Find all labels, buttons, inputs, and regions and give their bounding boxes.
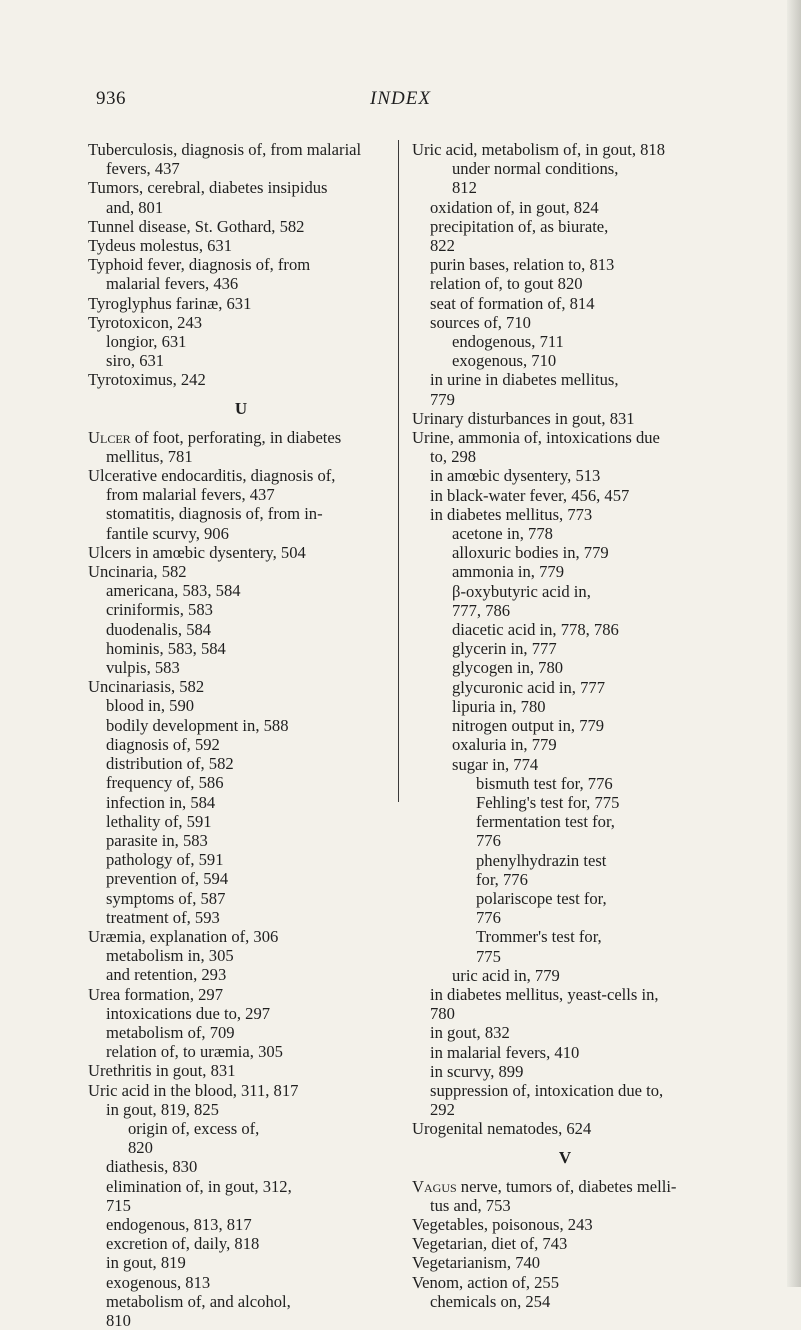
entry-text: seat of formation of, 814	[430, 293, 595, 313]
entry-text: in diabetes mellitus, 773	[430, 504, 593, 524]
index-subentry	[88, 1311, 394, 1330]
index-entry	[88, 927, 394, 946]
entry-text: criniformis, 583	[106, 600, 213, 620]
entry-text: Tydeus molestus, 631	[88, 236, 233, 256]
entry-text: relation of, to uræmia, 305	[106, 1042, 283, 1062]
entry-text: in gout, 832	[430, 1023, 510, 1043]
entry-text: pathology of, 591	[106, 850, 224, 870]
page-edge-shadow	[787, 0, 801, 1287]
entry-text: Typhoid fever, diagnosis of, from	[88, 255, 311, 275]
entry-text: elimination of, in gout, 312,	[106, 1176, 292, 1196]
entry-text: Tumors, cerebral, diabetes insipidus	[88, 178, 328, 198]
entry-text: Tyrotoximus, 242	[88, 370, 206, 390]
entry-text: intoxications due to, 297	[106, 1003, 271, 1023]
entry-text: Uncinaria, 582	[88, 562, 187, 582]
index-subentry	[88, 1253, 394, 1272]
index-subentry	[412, 870, 718, 889]
index-subentry	[88, 965, 394, 984]
entry-text: excretion of, daily, 818	[106, 1234, 260, 1254]
index-subentry	[88, 1273, 394, 1292]
index-subentry	[412, 716, 718, 735]
index-subentry	[88, 1177, 394, 1196]
entry-text: Urogenital nematodes, 624	[412, 1119, 592, 1139]
index-subentry	[412, 505, 718, 524]
index-subentry	[412, 966, 718, 985]
entry-text: hominis, 583, 584	[106, 638, 226, 658]
index-subentry	[412, 1292, 718, 1311]
entry-text: suppression of, intoxication due to,	[430, 1080, 664, 1100]
entry-text: β-oxybutyric acid in,	[452, 581, 591, 601]
index-subentry	[412, 774, 718, 793]
index-subentry	[88, 1119, 394, 1138]
index-subentry	[88, 351, 394, 370]
index-entry	[88, 985, 394, 1004]
entry-text: metabolism in, 305	[106, 946, 234, 966]
entry-text: relation of, to gout 820	[430, 274, 583, 294]
index-subentry	[88, 793, 394, 812]
index-subentry	[88, 754, 394, 773]
entry-text: Vegetarianism, 740	[412, 1253, 541, 1273]
index-subentry	[88, 600, 394, 619]
index-subentry	[412, 831, 718, 850]
index-subentry	[88, 831, 394, 850]
index-subentry	[412, 908, 718, 927]
entry-text: prevention of, 594	[106, 869, 229, 889]
entry-text: Ulcers in amœbic dysentery, 504	[88, 542, 306, 562]
index-entry	[88, 428, 394, 447]
entry-text: Uræmia, explanation of, 306	[88, 926, 279, 946]
index-subentry	[88, 447, 394, 466]
entry-text: 820	[128, 1138, 153, 1158]
entry-text: 777, 786	[452, 600, 511, 620]
index-subentry	[88, 1023, 394, 1042]
index-entry	[412, 1119, 718, 1138]
entry-text: nerve, tumors of, diabetes melli-	[456, 1176, 677, 1196]
index-subentry	[88, 1234, 394, 1253]
index-subentry	[88, 620, 394, 639]
entry-text: Uncinariasis, 582	[88, 677, 205, 697]
index-entry	[88, 236, 394, 255]
entry-text: tus and, 753	[430, 1195, 511, 1215]
entry-text: sugar in, 774	[452, 754, 539, 774]
entry-text: Ulcerative endocarditis, diagnosis of,	[88, 466, 336, 486]
index-subentry	[88, 485, 394, 504]
index-entry	[88, 140, 394, 159]
index-subentry	[412, 927, 718, 946]
entry-text: duodenalis, 584	[106, 619, 212, 639]
index-entry	[88, 217, 394, 236]
entry-text: Urine, ammonia of, intoxications due	[412, 428, 660, 448]
index-subentry	[412, 217, 718, 236]
index-subentry	[412, 601, 718, 620]
index-subentry	[88, 658, 394, 677]
index-subentry	[88, 581, 394, 600]
index-subentry	[412, 198, 718, 217]
entry-text: fermentation test for,	[476, 812, 615, 832]
entry-text: bodily development in, 588	[106, 715, 289, 735]
running-header	[0, 88, 801, 116]
entry-text: Urinary disturbances in gout, 831	[412, 408, 635, 428]
index-subentry	[412, 1100, 718, 1119]
index-subentry	[88, 1042, 394, 1061]
index-subentry	[412, 178, 718, 197]
entry-text: parasite in, 583	[106, 830, 208, 850]
index-entry	[88, 1061, 394, 1080]
entry-text: for, 776	[476, 869, 528, 889]
entry-text: fevers, 437	[106, 159, 180, 179]
running-title: INDEX	[370, 88, 431, 109]
entry-text: mellitus, 781	[106, 446, 193, 466]
index-subentry	[412, 524, 718, 543]
index-subentry	[412, 1004, 718, 1023]
entry-text: glycuronic acid in, 777	[452, 677, 605, 697]
index-entry	[88, 313, 394, 332]
entry-text: Tunnel disease, St. Gothard, 582	[88, 216, 305, 236]
index-entry	[88, 543, 394, 562]
entry-text: bismuth test for, 776	[476, 773, 613, 793]
entry-text: purin bases, relation to, 813	[430, 255, 615, 275]
entry-text: Uric acid in the blood, 311, 817	[88, 1080, 299, 1100]
index-subentry	[412, 1062, 718, 1081]
column-divider	[398, 140, 399, 802]
index-subentry	[412, 697, 718, 716]
entry-text: precipitation of, as biurate,	[430, 216, 609, 236]
index-subentry	[412, 486, 718, 505]
index-subentry	[412, 543, 718, 562]
entry-text: lipuria in, 780	[452, 696, 546, 716]
index-subentry	[88, 716, 394, 735]
entry-text: Tyrotoxicon, 243	[88, 312, 203, 332]
index-subentry	[88, 696, 394, 715]
index-subentry	[412, 755, 718, 774]
entry-text: 776	[476, 908, 501, 928]
entry-text: Uric acid, metabolism of, in gout, 818	[412, 140, 666, 159]
index-subentry	[412, 678, 718, 697]
index-entry	[88, 370, 394, 389]
index-entry	[412, 409, 718, 428]
index-subentry	[88, 1292, 394, 1311]
index-subentry	[88, 524, 394, 543]
index-subentry	[412, 447, 718, 466]
index-entry	[88, 1081, 394, 1100]
entry-text: oxaluria in, 779	[452, 735, 557, 755]
entry-text: acetone in, 778	[452, 524, 553, 544]
entry-text: 780	[430, 1004, 455, 1024]
index-subentry	[412, 1043, 718, 1062]
index-subentry	[412, 332, 718, 351]
entry-text: 822	[430, 236, 455, 256]
entry-text: siro, 631	[106, 351, 165, 371]
entry-text: exogenous, 813	[106, 1272, 211, 1292]
entry-text: ammonia in, 779	[452, 562, 564, 582]
entry-text: in amœbic dysentery, 513	[430, 466, 601, 486]
entry-text: in malarial fevers, 410	[430, 1042, 580, 1062]
index-subentry	[412, 889, 718, 908]
index-entry	[88, 178, 394, 197]
index-subentry	[412, 1081, 718, 1100]
entry-text: from malarial fevers, 437	[106, 485, 275, 505]
entry-text: phenylhydrazin test	[476, 850, 607, 870]
entry-text: endogenous, 813, 817	[106, 1214, 252, 1234]
index-subentry	[412, 313, 718, 332]
index-subentry	[412, 255, 718, 274]
section-letter: U	[234, 398, 248, 418]
index-subentry	[412, 370, 718, 389]
index-subentry	[88, 812, 394, 831]
entry-text: in diabetes mellitus, yeast-cells in,	[430, 984, 659, 1004]
index-subentry	[88, 869, 394, 888]
entry-text: infection in, 584	[106, 792, 216, 812]
entry-text: sources of, 710	[430, 312, 531, 332]
entry-text: endogenous, 711	[452, 332, 564, 352]
entry-text: diathesis, 830	[106, 1157, 198, 1177]
index-entry	[412, 140, 718, 159]
index-subentry	[88, 908, 394, 927]
entry-text: malarial fevers, 436	[106, 274, 239, 294]
index-subentry	[88, 639, 394, 658]
index-entry	[412, 428, 718, 447]
entry-text: Urea formation, 297	[88, 984, 224, 1004]
entry-text: glycogen in, 780	[452, 658, 564, 678]
index-subentry	[412, 390, 718, 409]
entry-text: 776	[476, 831, 501, 851]
index-subentry	[412, 639, 718, 658]
entry-text: 715	[106, 1195, 131, 1215]
entry-text: in scurvy, 899	[430, 1061, 524, 1081]
index-subentry	[412, 466, 718, 485]
entry-text: americana, 583, 584	[106, 581, 241, 601]
entry-text: longior, 631	[106, 332, 187, 352]
entry-text: and retention, 293	[106, 965, 227, 985]
index-subentry	[88, 1157, 394, 1176]
entry-text: metabolism of, 709	[106, 1022, 235, 1042]
entry-text: Vegetarian, diet of, 743	[412, 1234, 568, 1254]
index-subentry	[412, 562, 718, 581]
entry-text: and, 801	[106, 197, 164, 217]
index-subentry	[88, 1100, 394, 1119]
index-entry	[88, 255, 394, 274]
index-subentry	[88, 1138, 394, 1157]
index-subentry	[412, 812, 718, 831]
entry-text: nitrogen output in, 779	[452, 716, 605, 736]
entry-text: stomatitis, diagnosis of, from in-	[106, 504, 323, 524]
section-letter: V	[558, 1147, 572, 1167]
entry-text: treatment of, 593	[106, 907, 220, 927]
index-subentry	[412, 620, 718, 639]
index-column-right	[412, 140, 718, 1311]
entry-text: Tuberculosis, diagnosis of, from malarial	[88, 140, 362, 159]
entry-text: origin of, excess of,	[128, 1118, 260, 1138]
entry-text: Fehling's test for, 775	[476, 792, 620, 812]
index-subentry	[88, 946, 394, 965]
index-subentry	[412, 236, 718, 255]
index-subentry	[412, 582, 718, 601]
entry-text: uric acid in, 779	[452, 965, 560, 985]
entry-headword: Vagus	[412, 1176, 457, 1196]
index-subentry	[412, 735, 718, 754]
index-subentry	[88, 1196, 394, 1215]
index-subentry	[412, 274, 718, 293]
index-entry	[412, 1215, 718, 1234]
index-subentry	[412, 947, 718, 966]
entry-text: 812	[452, 178, 477, 198]
entry-text: diagnosis of, 592	[106, 734, 220, 754]
page-number: 936	[96, 88, 126, 109]
index-subentry	[412, 793, 718, 812]
index-subentry	[88, 198, 394, 217]
entry-text: symptoms of, 587	[106, 888, 226, 908]
entry-text: to, 298	[430, 447, 477, 467]
entry-text: distribution of, 582	[106, 754, 234, 774]
index-subentry	[88, 1215, 394, 1234]
entry-headword: Ulcer	[88, 427, 131, 447]
index-subentry	[412, 851, 718, 870]
entry-text: Venom, action of, 255	[412, 1272, 560, 1292]
index-column-left	[88, 140, 394, 1330]
entry-text: fantile scurvy, 906	[106, 523, 229, 543]
entry-text: in gout, 819, 825	[106, 1099, 219, 1119]
index-entry	[412, 1253, 718, 1272]
entry-text: vulpis, 583	[106, 658, 180, 678]
entry-text: Urethritis in gout, 831	[88, 1061, 236, 1081]
index-subentry	[88, 850, 394, 869]
entry-text: under normal conditions,	[452, 159, 619, 179]
index-entry	[412, 1273, 718, 1292]
entry-text: in gout, 819	[106, 1253, 186, 1273]
entry-text: 810	[106, 1310, 131, 1330]
entry-text: frequency of, 586	[106, 773, 224, 793]
index-subentry	[412, 159, 718, 178]
entry-text: metabolism of, and alcohol,	[106, 1291, 291, 1311]
index-entry	[88, 294, 394, 313]
index-subentry	[88, 504, 394, 523]
entry-text: diacetic acid in, 778, 786	[452, 620, 619, 640]
entry-text: alloxuric bodies in, 779	[452, 543, 609, 563]
entry-text: glycerin in, 777	[452, 639, 557, 659]
index-entry	[412, 1177, 718, 1196]
entry-text: in black-water fever, 456, 457	[430, 485, 630, 505]
index-subentry	[412, 1023, 718, 1042]
entry-text: Tyroglyphus farinæ, 631	[88, 293, 252, 313]
index-subentry	[88, 159, 394, 178]
entry-text: in urine in diabetes mellitus,	[430, 370, 619, 390]
index-subentry	[412, 658, 718, 677]
index-subentry	[412, 985, 718, 1004]
entry-text: Trommer's test for,	[476, 927, 602, 947]
index-subentry	[88, 332, 394, 351]
entry-text: of foot, perforating, in diabetes	[130, 427, 342, 447]
index-subentry	[88, 889, 394, 908]
entry-text: 775	[476, 946, 501, 966]
entry-text: polariscope test for,	[476, 888, 607, 908]
entry-text: 779	[430, 389, 455, 409]
index-subentry	[88, 735, 394, 754]
index-subentry	[88, 274, 394, 293]
index-entry	[412, 1234, 718, 1253]
entry-text: 292	[430, 1100, 455, 1120]
index-subentry	[412, 351, 718, 370]
index-entry	[88, 466, 394, 485]
index-subentry	[88, 1004, 394, 1023]
entry-text: Vegetables, poisonous, 243	[412, 1214, 593, 1234]
index-subentry	[412, 294, 718, 313]
index-entry	[88, 562, 394, 581]
entry-text: blood in, 590	[106, 696, 195, 716]
entry-text: exogenous, 710	[452, 351, 557, 371]
index-subentry	[412, 1196, 718, 1215]
index-entry	[88, 677, 394, 696]
entry-text: oxidation of, in gout, 824	[430, 197, 599, 217]
index-subentry	[88, 773, 394, 792]
entry-text: lethality of, 591	[106, 811, 212, 831]
entry-text: chemicals on, 254	[430, 1291, 551, 1311]
